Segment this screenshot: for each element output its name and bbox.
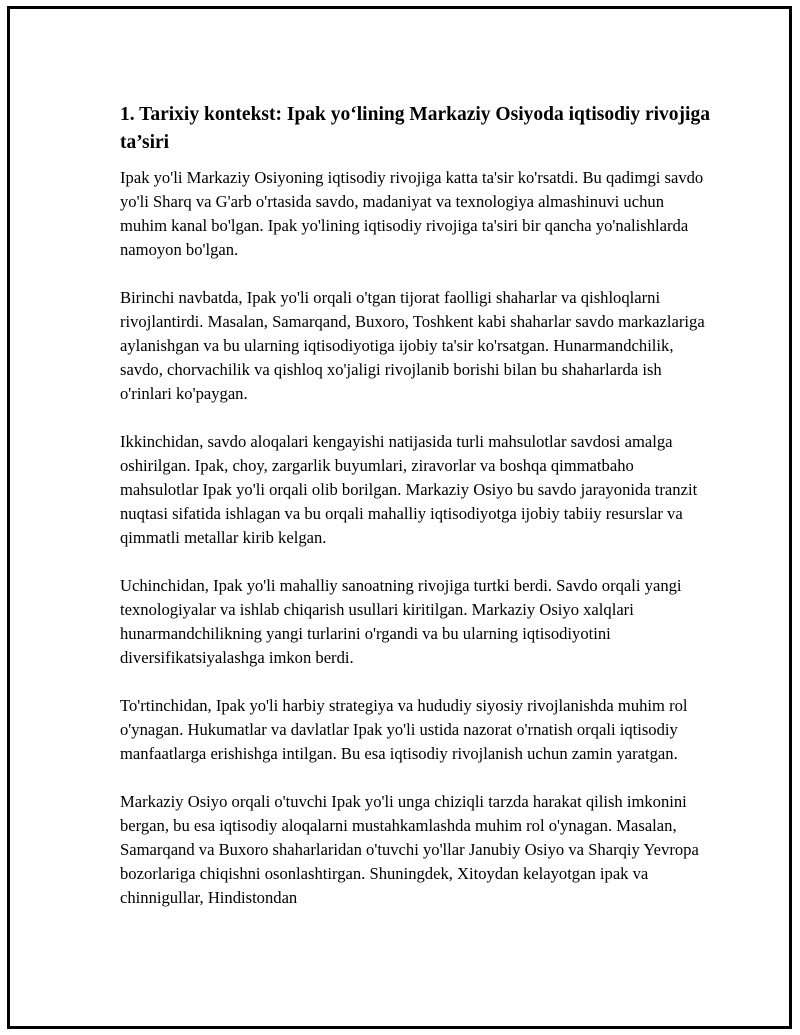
paragraph-2: Birinchi navbatda, Ipak yo'li orqali o'tgan tijorat faolligi shaharlar va qishloqlarni rivojlantirdi. Masalan, Samarqand, Buxoro, Toshkent kabi shaharlar savdo markazlariga aylanishgan va bu ularning iqtisodiyotiga ijobiy ta'sir ko'rsatgan. Hunarmandchilik, savdo, chorvachilik va qishloq xo'jaligi rivojlanib borishi bilan bu shaharlarda ish o'rinlari ko'paygan. bbox=[120, 288, 705, 403]
page-frame bbox=[7, 6, 792, 1029]
paragraph-1: Ipak yo'li Markaziy Osiyoning iqtisodiy rivojiga katta ta'sir ko'rsatdi. Bu qadimgi savdo yo'li Sharq va G'arb o'rtasida savdo, madaniyat va texnologiya almashinuvi uchun muhim kanal bo'lgan. Ipak yo'lining iqtisodiy rivojiga ta'siri bir qancha yo'nalishlarda namoyon bo'lgan. bbox=[120, 168, 704, 259]
paragraph-3: Ikkinchidan, savdo aloqalari kengayishi natijasida turli mahsulotlar savdosi amalga oshirilgan. Ipak, choy, zargarlik buyumlari, ziravorlar va boshqa qimmatbaho mahsulotlar Ipak yo'li orqali olib borilgan. Markaziy Osiyo bu savdo jarayonida tranzit nuqtasi sifatida ishlagan va bu orqali mahalliy iqtisodiyotga ijobiy tabiiy resurslar va qimmatli metallar kirib kelgan. bbox=[120, 432, 698, 547]
paragraph-6: Markaziy Osiyo orqali o'tuvchi Ipak yo'li unga chiziqli tarzda harakat qilish imkonini bergan, bu esa iqtisodiy aloqalarni mustahkamlashda muhim rol o'ynagan. Masalan, Samarqand va Buxoro shaharlaridan o'tuvchi yo'llar Janubiy Osiyo va Sharqiy Yevropa bozorlariga chiqishni osonlashtirgan. Shuningdek, Xitoydan kelayotgan ipak va chinnigullar, Hindistondan bbox=[120, 792, 699, 907]
document-title: 1. Tarixiy kontekst: Ipak yo‘lining Markaziy Osiyoda iqtisodiy rivojiga ta’siri bbox=[120, 104, 710, 153]
paragraph-5: To'rtinchidan, Ipak yo'li harbiy strategiya va hududiy siyosiy rivojlanishda muhim rol o'ynagan. Hukumatlar va davlatlar Ipak yo'li ustida nazorat o'rnatish orqali iqtisodiy manfaatlarga erishishga intilgan. Bu esa iqtisodiy rivojlanish uchun zamin yaratgan. bbox=[120, 696, 688, 763]
paragraph-4: Uchinchidan, Ipak yo'li mahalliy sanoatning rivojiga turtki berdi. Savdo orqali yangi texnologiyalar va ishlab chiqarish usullari kiritilgan. Markaziy Osiyo xalqlari hunarmandchilikning yangi turlarini o'rgandi va bu ularning iqtisodiyotini diversifikatsiyalashga imkon berdi. bbox=[120, 576, 682, 667]
document-body bbox=[120, 101, 710, 934]
